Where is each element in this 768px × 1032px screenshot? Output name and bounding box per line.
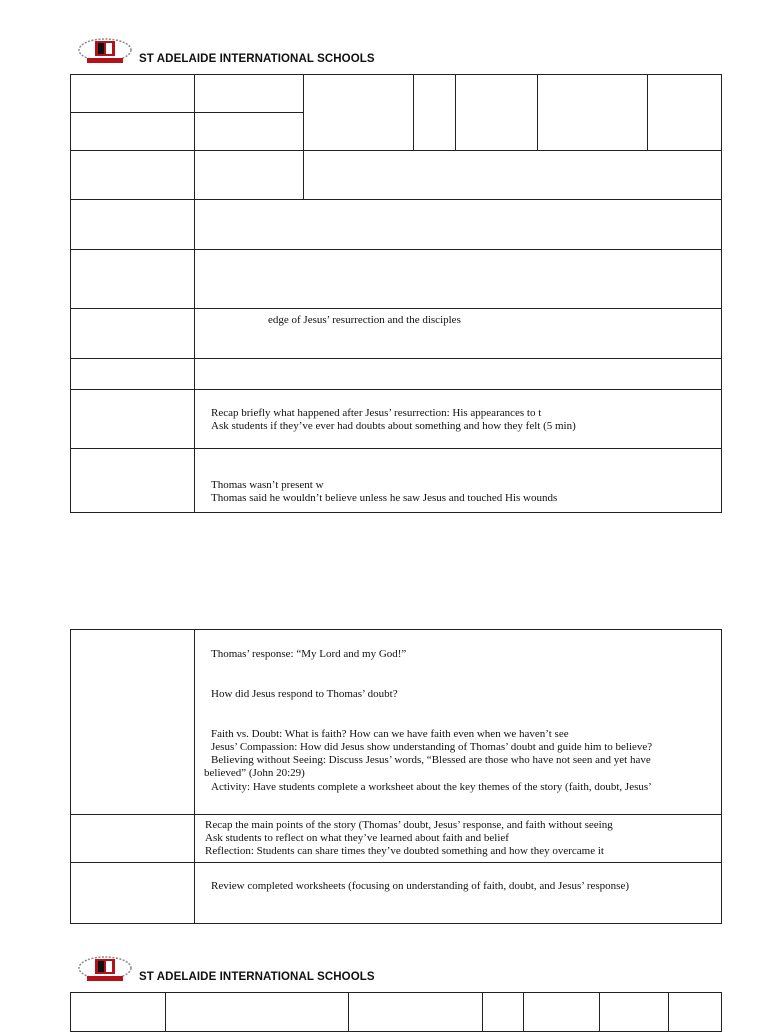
intro-line: Ask students if they’ve ever had doubts about something and how they felt (5 min) xyxy=(211,420,576,432)
table-cell xyxy=(70,249,195,309)
table-cell xyxy=(482,992,524,1032)
conclusion-line: Recap the main points of the story (Thomas’ doubt, Jesus’ response, and faith without seeing xyxy=(205,819,613,831)
table-cell xyxy=(70,112,195,151)
school-header xyxy=(77,955,375,983)
development-point: Faith vs. Doubt: What is faith? How can we have faith even when we haven’t see xyxy=(211,728,569,740)
school-name: ST ADELAIDE INTERNATIONAL SCHOOLS xyxy=(139,971,375,983)
table-cell xyxy=(70,199,195,250)
table-cell xyxy=(165,992,349,1032)
development-point: Believing without Seeing: Discuss Jesus’ words, “Blessed are those who have not seen and yet have xyxy=(211,754,651,766)
table-cell xyxy=(348,992,483,1032)
table-cell xyxy=(537,74,648,151)
story-line: Thomas said he wouldn’t believe unless he saw Jesus and touched His wounds xyxy=(211,492,558,504)
table-cell xyxy=(70,448,195,513)
school-crest-icon xyxy=(77,37,133,65)
table-cell xyxy=(194,199,722,250)
table-cell xyxy=(70,74,195,113)
conclusion-line: Reflection: Students can share times they’ve doubted something and how they overcame it xyxy=(205,845,604,857)
table-cell xyxy=(194,74,304,113)
school-header xyxy=(77,37,375,65)
table-cell xyxy=(194,358,722,390)
conclusion-line: Ask students to reflect on what they’ve learned about faith and belief xyxy=(205,832,509,844)
table-cell xyxy=(194,249,722,309)
table-cell xyxy=(70,308,195,359)
table-cell xyxy=(70,389,195,449)
table-cell xyxy=(70,629,195,815)
development-text: How did Jesus respond to Thomas’ doubt? xyxy=(211,688,398,700)
table-cell xyxy=(647,74,722,151)
table-cell xyxy=(194,112,304,151)
development-point: Jesus’ Compassion: How did Jesus show understanding of Thomas’ doubt and guide him to believe? xyxy=(211,741,653,753)
table-cell xyxy=(413,74,456,151)
development-point: Activity: Have students complete a worksheet about the key themes of the story (faith, doubt, Jesus’ xyxy=(211,781,652,793)
table-cell xyxy=(70,992,166,1032)
table-cell xyxy=(70,150,195,200)
school-crest-icon xyxy=(77,955,133,983)
evaluation-text: Review completed worksheets (focusing on understanding of faith, doubt, and Jesus’ response) xyxy=(211,880,630,892)
school-name: ST ADELAIDE INTERNATIONAL SCHOOLS xyxy=(139,53,375,65)
table-cell xyxy=(70,814,195,863)
table-cell xyxy=(194,150,304,200)
development-point: believed” (John 20:29) xyxy=(204,767,305,779)
table-cell xyxy=(523,992,600,1032)
table-cell xyxy=(303,150,722,200)
story-line: Thomas wasn’t present w xyxy=(211,479,324,491)
table-cell xyxy=(455,74,538,151)
objective-text: edge of Jesus’ resurrection and the disciples xyxy=(268,314,461,326)
table-cell xyxy=(70,358,195,390)
intro-line: Recap briefly what happened after Jesus’ resurrection: His appearances to t xyxy=(211,407,542,419)
development-text: Thomas’ response: “My Lord and my God!” xyxy=(211,648,407,660)
table-cell xyxy=(599,992,669,1032)
table-cell xyxy=(668,992,722,1032)
evaluation-cell xyxy=(194,862,722,924)
table-cell xyxy=(303,74,414,151)
table-cell xyxy=(70,862,195,924)
